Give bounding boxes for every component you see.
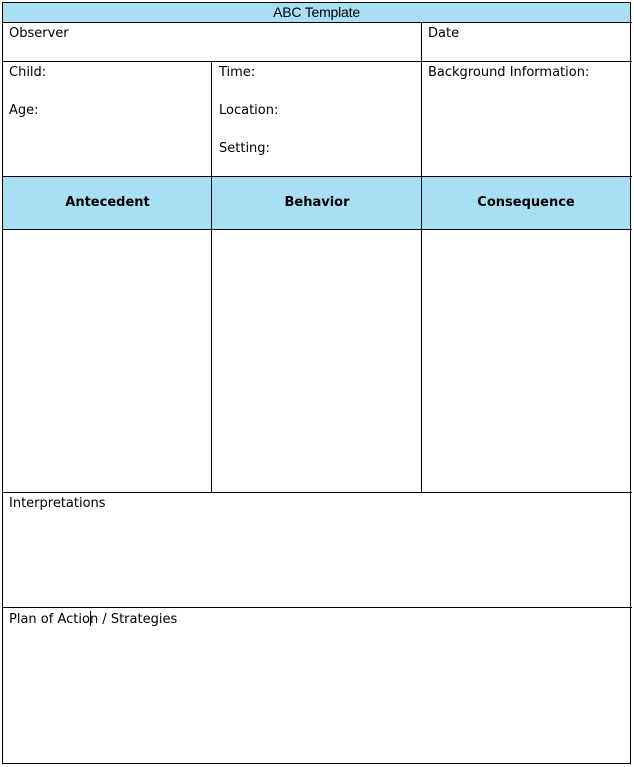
time-label: Time: — [219, 65, 256, 80]
interpretations-label: Interpretations — [9, 496, 106, 511]
consequence-header: Consequence — [477, 195, 575, 210]
plan-label-part1: Plan of Actio — [9, 612, 90, 627]
table-title — [3, 2, 630, 22]
age-label: Age: — [9, 103, 39, 118]
time-location-cell[interactable] — [212, 62, 421, 176]
observer-cell[interactable] — [3, 23, 421, 61]
child-label: Child: — [9, 65, 47, 80]
column-divider — [421, 62, 422, 492]
antecedent-header: Antecedent — [65, 195, 150, 210]
antecedent-cell[interactable] — [3, 230, 211, 492]
date-cell[interactable] — [422, 23, 630, 61]
plan-label-part2: n / Strategies — [89, 612, 178, 627]
observer-label: Observer — [9, 26, 69, 41]
column-divider — [211, 62, 212, 492]
child-cell[interactable] — [3, 62, 211, 176]
location-label: Location: — [219, 103, 279, 118]
date-label: Date — [428, 26, 460, 41]
consequence-cell[interactable] — [422, 230, 630, 492]
behavior-cell[interactable] — [212, 230, 421, 492]
background-label: Background Information: — [428, 65, 590, 80]
abc-template-table — [2, 2, 631, 764]
plan-of-action-label — [9, 611, 177, 627]
background-cell[interactable] — [422, 62, 630, 176]
plan-of-action-cell[interactable] — [3, 608, 630, 763]
setting-label: Setting: — [219, 141, 270, 156]
interpretations-cell[interactable] — [3, 493, 630, 607]
column-divider — [421, 23, 422, 61]
table-title-text: ABC Template — [273, 4, 360, 20]
behavior-header: Behavior — [284, 195, 350, 210]
